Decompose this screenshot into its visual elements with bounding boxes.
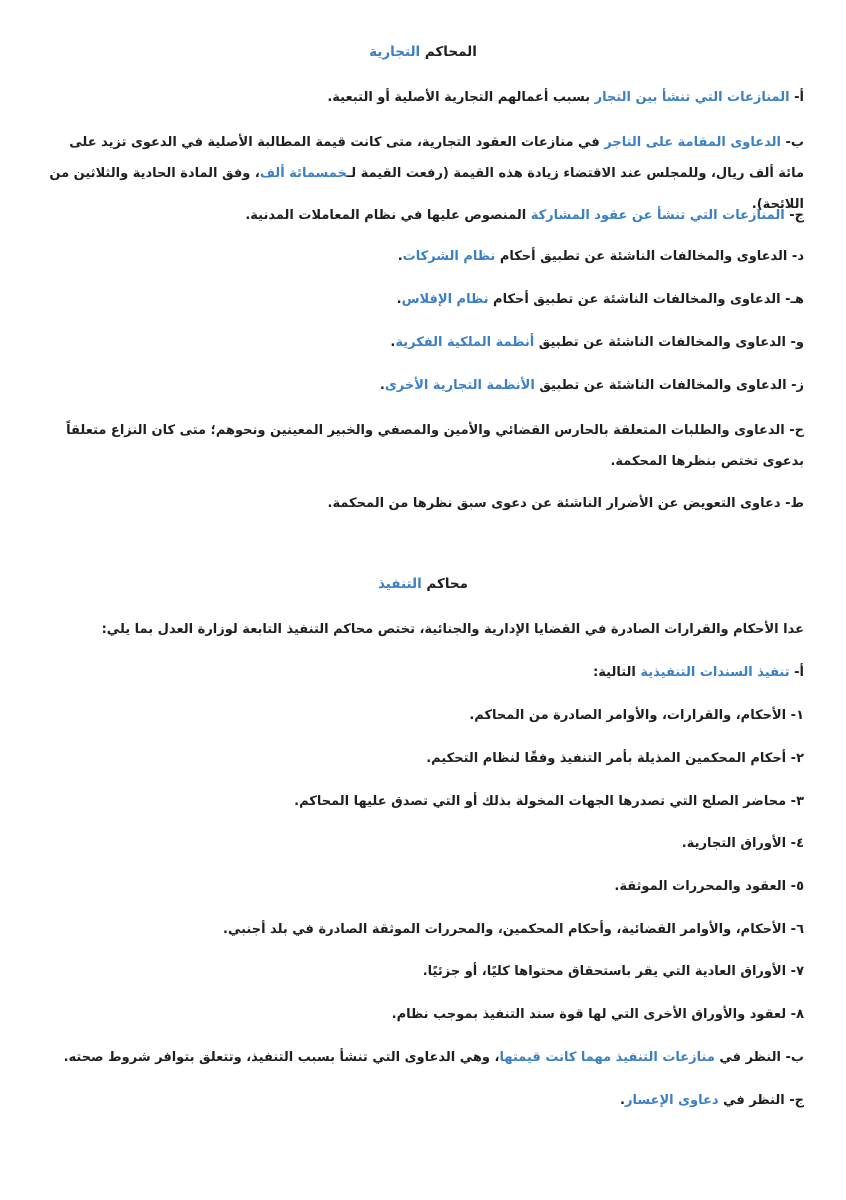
item-end: . bbox=[396, 292, 402, 307]
execution-list-item-4: ٤- الأوراق التجارية. bbox=[681, 836, 804, 851]
item-end: . bbox=[397, 249, 403, 264]
item-highlight: المنازعات التي تنشأ عن عقود المشاركة bbox=[530, 208, 785, 223]
item-highlight: تنفيذ السندات التنفيذية bbox=[640, 665, 790, 680]
item-text-2: ، وفق المادة الحادية والثلاثين من اللائحة). bbox=[49, 166, 804, 212]
execution-item-a bbox=[40, 657, 804, 688]
commercial-item-c bbox=[40, 200, 804, 231]
item-prefix: ح- bbox=[789, 423, 804, 438]
item-pre-text: النظر في bbox=[723, 1093, 785, 1108]
item-prefix: ط- bbox=[785, 496, 804, 511]
commercial-item-h bbox=[40, 415, 804, 477]
item-highlight: نظام الإفلاس bbox=[401, 292, 489, 307]
commercial-item-e bbox=[40, 284, 804, 315]
item-prefix: ب- bbox=[785, 135, 804, 150]
item-prefix: ج- bbox=[789, 208, 804, 223]
item-text: الدعاوى والمخالفات الناشئة عن تطبيق أحكام bbox=[493, 292, 781, 307]
heading-highlight-text: التجارية bbox=[369, 44, 421, 60]
item-prefix: ج- bbox=[789, 1093, 804, 1108]
item-pre-text: النظر في bbox=[719, 1050, 781, 1065]
commercial-item-d bbox=[40, 241, 804, 272]
execution-list-item-6: ٦- الأحكام، والأوامر القضائية، وأحكام المحكمين، والمحررات الموثقة الصادرة في بلد أجنبي. bbox=[223, 922, 804, 937]
execution-item-c bbox=[40, 1085, 804, 1116]
item-highlight: دعاوى الإعسار bbox=[625, 1093, 719, 1108]
item-text: الدعاوى والمخالفات الناشئة عن تطبيق bbox=[538, 335, 786, 350]
item-prefix: هـ- bbox=[785, 292, 804, 307]
item-text: بسبب أعمالهم التجارية الأصلية أو التبعية. bbox=[327, 90, 591, 105]
item-prefix: أ- bbox=[794, 665, 804, 680]
heading-highlight-text: التنفيذ bbox=[377, 576, 422, 592]
commercial-item-a bbox=[40, 82, 804, 113]
item-end: . bbox=[390, 335, 396, 350]
item-highlight: نظام الشركات bbox=[402, 249, 496, 264]
item-text: ، وهي الدعاوى التي تنشأ بسبب التنفيذ، وتتعلق بتوافر شروط صحته. bbox=[63, 1050, 500, 1065]
item-prefix: ب- bbox=[785, 1050, 804, 1065]
item-end: . bbox=[620, 1093, 625, 1108]
item-text: الدعاوى والطلبات المتعلقة بالحارس القضائي والأمين والمصفي والخبير المعينين ونحوهم؛ متى كان النزاع متعلقاً بدعوى تختص بنظرها المحكمة. bbox=[66, 423, 804, 469]
item-highlight: الأنظمة التجارية الأخرى bbox=[384, 378, 535, 393]
item-highlight: المنازعات التي تنشأ بين التجار bbox=[594, 90, 790, 105]
item-end: . bbox=[379, 378, 385, 393]
commercial-item-f bbox=[40, 327, 804, 358]
item-highlight: منازعات التنفيذ مهما كانت قيمتها bbox=[499, 1050, 715, 1065]
heading-plain-text: المحاكم bbox=[424, 44, 477, 60]
item-highlight-2: خمسمائة ألف bbox=[259, 166, 347, 181]
item-text: دعاوى التعويض عن الأضرار الناشئة عن دعوى سبق نظرها من المحكمة. bbox=[327, 496, 781, 511]
execution-list-item-1: ١- الأحكام، والقرارات، والأوامر الصادرة من المحاكم. bbox=[469, 708, 804, 723]
execution-list-item-3: ٣- محاضر الصلح التي تصدرها الجهات المخولة بذلك أو التي تصدق عليها المحاكم. bbox=[294, 794, 804, 809]
item-text: في منازعات العقود التجارية، متى كانت قيمة المطالبة الأصلية في الدعوى تزيد على مائة ألف ريال، وللمجلس عند الاقتضاء زيادة هذه القيمة (رفعت القيمة لـ bbox=[69, 135, 804, 181]
item-text: الدعاوى والمخالفات الناشئة عن تطبيق bbox=[539, 378, 787, 393]
section-heading-execution-courts bbox=[0, 576, 846, 592]
item-prefix: ز- bbox=[791, 378, 804, 393]
item-prefix: و- bbox=[790, 335, 804, 350]
execution-list-item-5: ٥- العقود والمحررات الموثقة. bbox=[614, 879, 804, 894]
item-text: المنصوص عليها في نظام المعاملات المدنية. bbox=[245, 208, 527, 223]
item-highlight: أنظمة الملكية الفكرية bbox=[395, 335, 535, 350]
item-prefix: د- bbox=[791, 249, 804, 264]
execution-list-item-8: ٨- لعقود والأوراق الأخرى التي لها قوة سند التنفيذ بموجب نظام. bbox=[391, 1007, 804, 1022]
execution-intro: عدا الأحكام والقرارات الصادرة في القضايا الإدارية والجنائية، تختص محاكم التنفيذ التابعة لوزارة العدل بما يلي: bbox=[101, 622, 804, 637]
execution-item-b bbox=[40, 1042, 804, 1073]
section-heading-commercial-courts bbox=[0, 44, 846, 60]
execution-list-item-7: ٧- الأوراق العادية التي يقر باستحقاق محتواها كليًا، أو جزئيًا. bbox=[422, 964, 804, 979]
commercial-item-g bbox=[40, 370, 804, 401]
item-prefix: أ- bbox=[794, 90, 804, 105]
commercial-item-i bbox=[40, 488, 804, 519]
item-text: التالية: bbox=[593, 665, 636, 680]
item-highlight: الدعاوى المقامة على التاجر bbox=[604, 135, 781, 150]
execution-list-item-2: ٢- أحكام المحكمين المذيلة بأمر التنفيذ وفقًا لنظام التحكيم. bbox=[426, 751, 804, 766]
item-text: الدعاوى والمخالفات الناشئة عن تطبيق أحكام bbox=[499, 249, 788, 264]
heading-plain-text: محاكم bbox=[426, 576, 469, 592]
